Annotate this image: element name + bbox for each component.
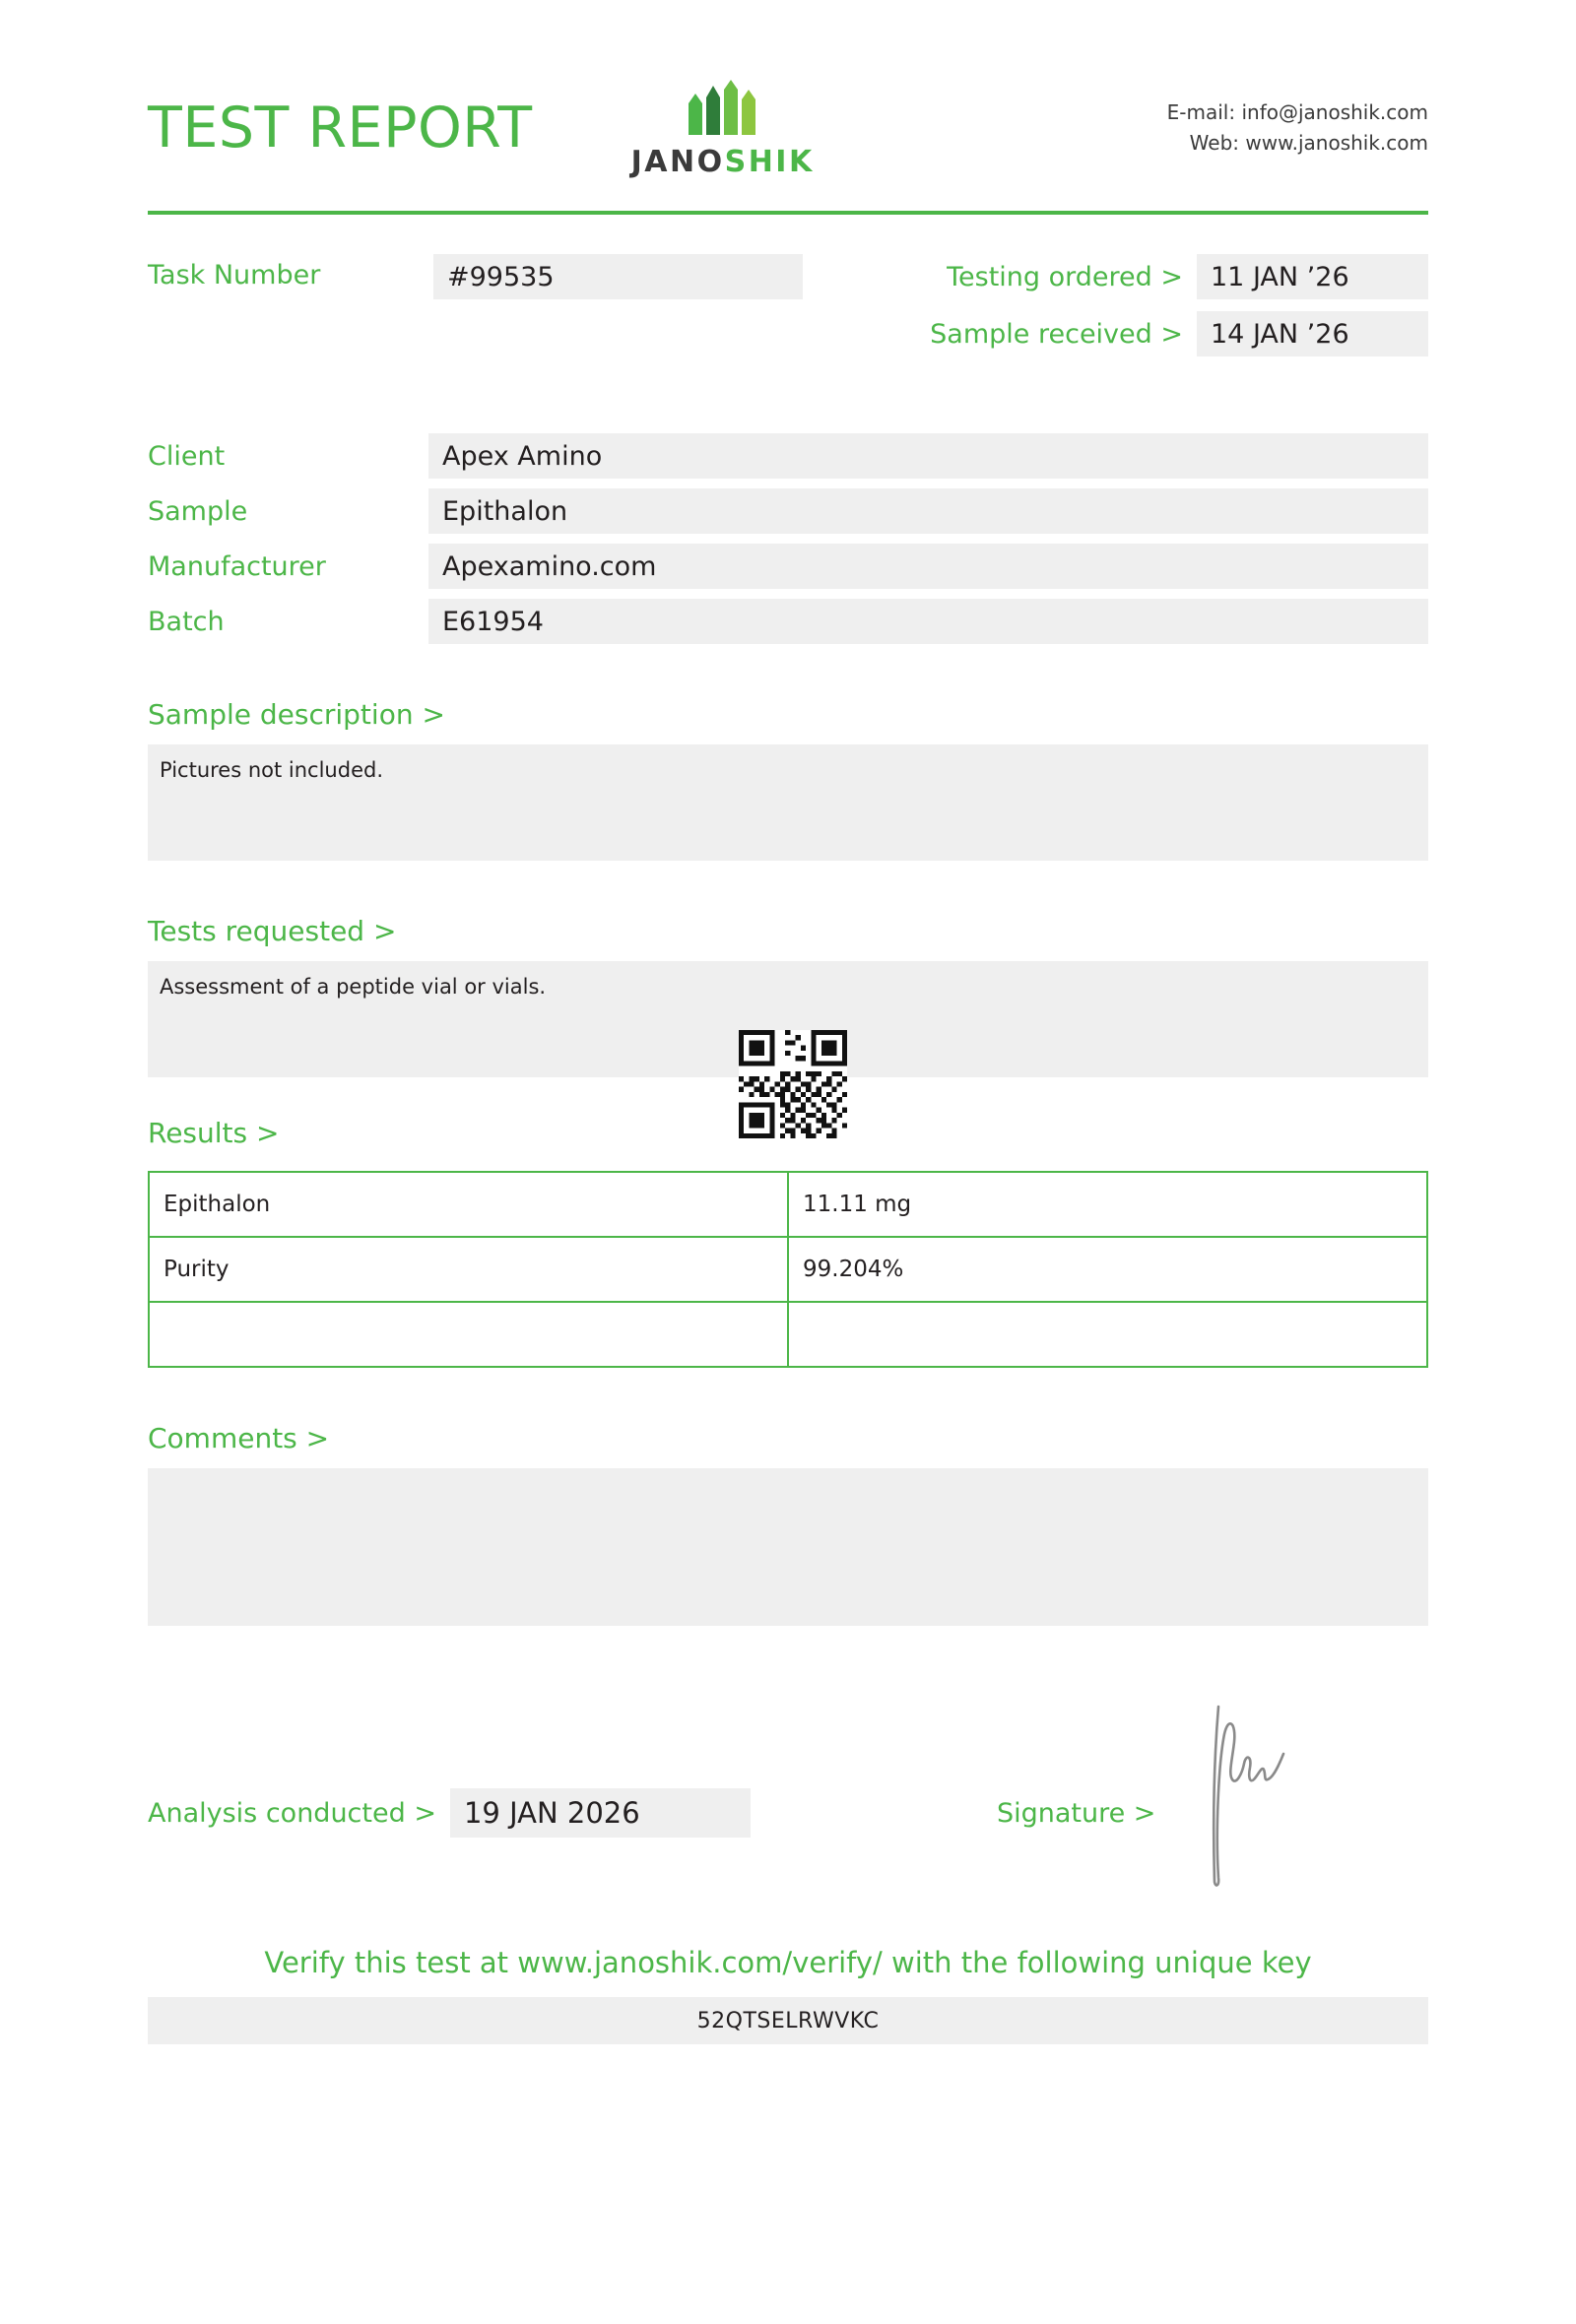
comments-text bbox=[148, 1468, 1428, 1626]
results-header bbox=[148, 1077, 1428, 1163]
sample-description-text: Pictures not included. bbox=[148, 744, 1428, 861]
task-number-label: Task Number bbox=[148, 260, 321, 290]
testing-ordered-value: 11 JAN ’26 bbox=[1197, 254, 1428, 299]
verify-text: Verify this test at www.janoshik.com/verify/ with the following unique key bbox=[264, 1946, 1312, 1979]
sample-label: Sample bbox=[148, 495, 248, 527]
sample-value: Epithalon bbox=[428, 488, 1428, 534]
result-name: Epithalon bbox=[149, 1172, 788, 1237]
info-row-manufacturer bbox=[148, 544, 1428, 589]
manufacturer-label: Manufacturer bbox=[148, 550, 326, 582]
janoshik-logo bbox=[572, 78, 815, 179]
sample-received-value: 14 JAN ’26 bbox=[1197, 311, 1428, 356]
signature-label: Signature > bbox=[996, 1797, 1156, 1829]
tests-requested-text: Assessment of a peptide vial or vials. bbox=[148, 961, 1428, 1077]
result-value: 99.204% bbox=[788, 1237, 1427, 1302]
table-row bbox=[149, 1302, 1427, 1367]
task-row bbox=[148, 254, 1428, 356]
contact-info bbox=[1167, 97, 1428, 159]
sample-received-row bbox=[930, 311, 1428, 356]
date-block bbox=[930, 254, 1428, 356]
logo-word-jano: JANO bbox=[630, 144, 725, 179]
analysis-conducted-date: 19 JAN 2026 bbox=[450, 1788, 751, 1838]
info-row-sample bbox=[148, 488, 1428, 534]
logo-word-shik: SHIK bbox=[724, 144, 815, 179]
result-name bbox=[149, 1302, 788, 1367]
testing-ordered-label: Testing ordered > bbox=[947, 261, 1183, 292]
contact-email: E-mail: info@janoshik.com bbox=[1166, 100, 1428, 124]
batch-label: Batch bbox=[148, 606, 225, 637]
table-row bbox=[149, 1237, 1427, 1302]
result-name: Purity bbox=[149, 1237, 788, 1302]
header-divider bbox=[148, 211, 1428, 215]
unique-key-value: 52QTSELRWVKC bbox=[148, 1997, 1428, 2044]
report-header bbox=[148, 0, 1428, 197]
table-row bbox=[149, 1172, 1427, 1237]
qr-code-icon bbox=[739, 1030, 847, 1138]
sample-description-title: Sample description > bbox=[148, 698, 445, 731]
info-row-client bbox=[148, 433, 1428, 479]
info-row-batch bbox=[148, 599, 1428, 644]
analysis-conducted-label: Analysis conducted > bbox=[148, 1797, 436, 1829]
testing-ordered-row bbox=[947, 254, 1428, 299]
results-table bbox=[148, 1171, 1428, 1368]
task-number-value: #99535 bbox=[433, 254, 803, 299]
client-value: Apex Amino bbox=[428, 433, 1428, 479]
client-label: Client bbox=[148, 440, 226, 472]
result-value: 11.11 mg bbox=[788, 1172, 1427, 1237]
footer-row bbox=[148, 1734, 1428, 1892]
batch-value: E61954 bbox=[428, 599, 1428, 644]
manufacturer-value: Apexamino.com bbox=[428, 544, 1428, 589]
comments-title: Comments > bbox=[148, 1422, 330, 1454]
mountain-logo-icon bbox=[669, 78, 777, 139]
sample-received-label: Sample received > bbox=[930, 318, 1183, 350]
contact-web: Web: www.janoshik.com bbox=[1189, 131, 1428, 155]
client-info-block bbox=[148, 433, 1428, 644]
results-title: Results > bbox=[148, 1117, 280, 1149]
page-title: TEST REPORT bbox=[148, 95, 533, 161]
result-value bbox=[788, 1302, 1427, 1367]
signature-icon bbox=[1185, 1695, 1303, 1892]
logo-wordmark bbox=[631, 145, 815, 179]
tests-requested-title: Tests requested > bbox=[148, 915, 397, 947]
